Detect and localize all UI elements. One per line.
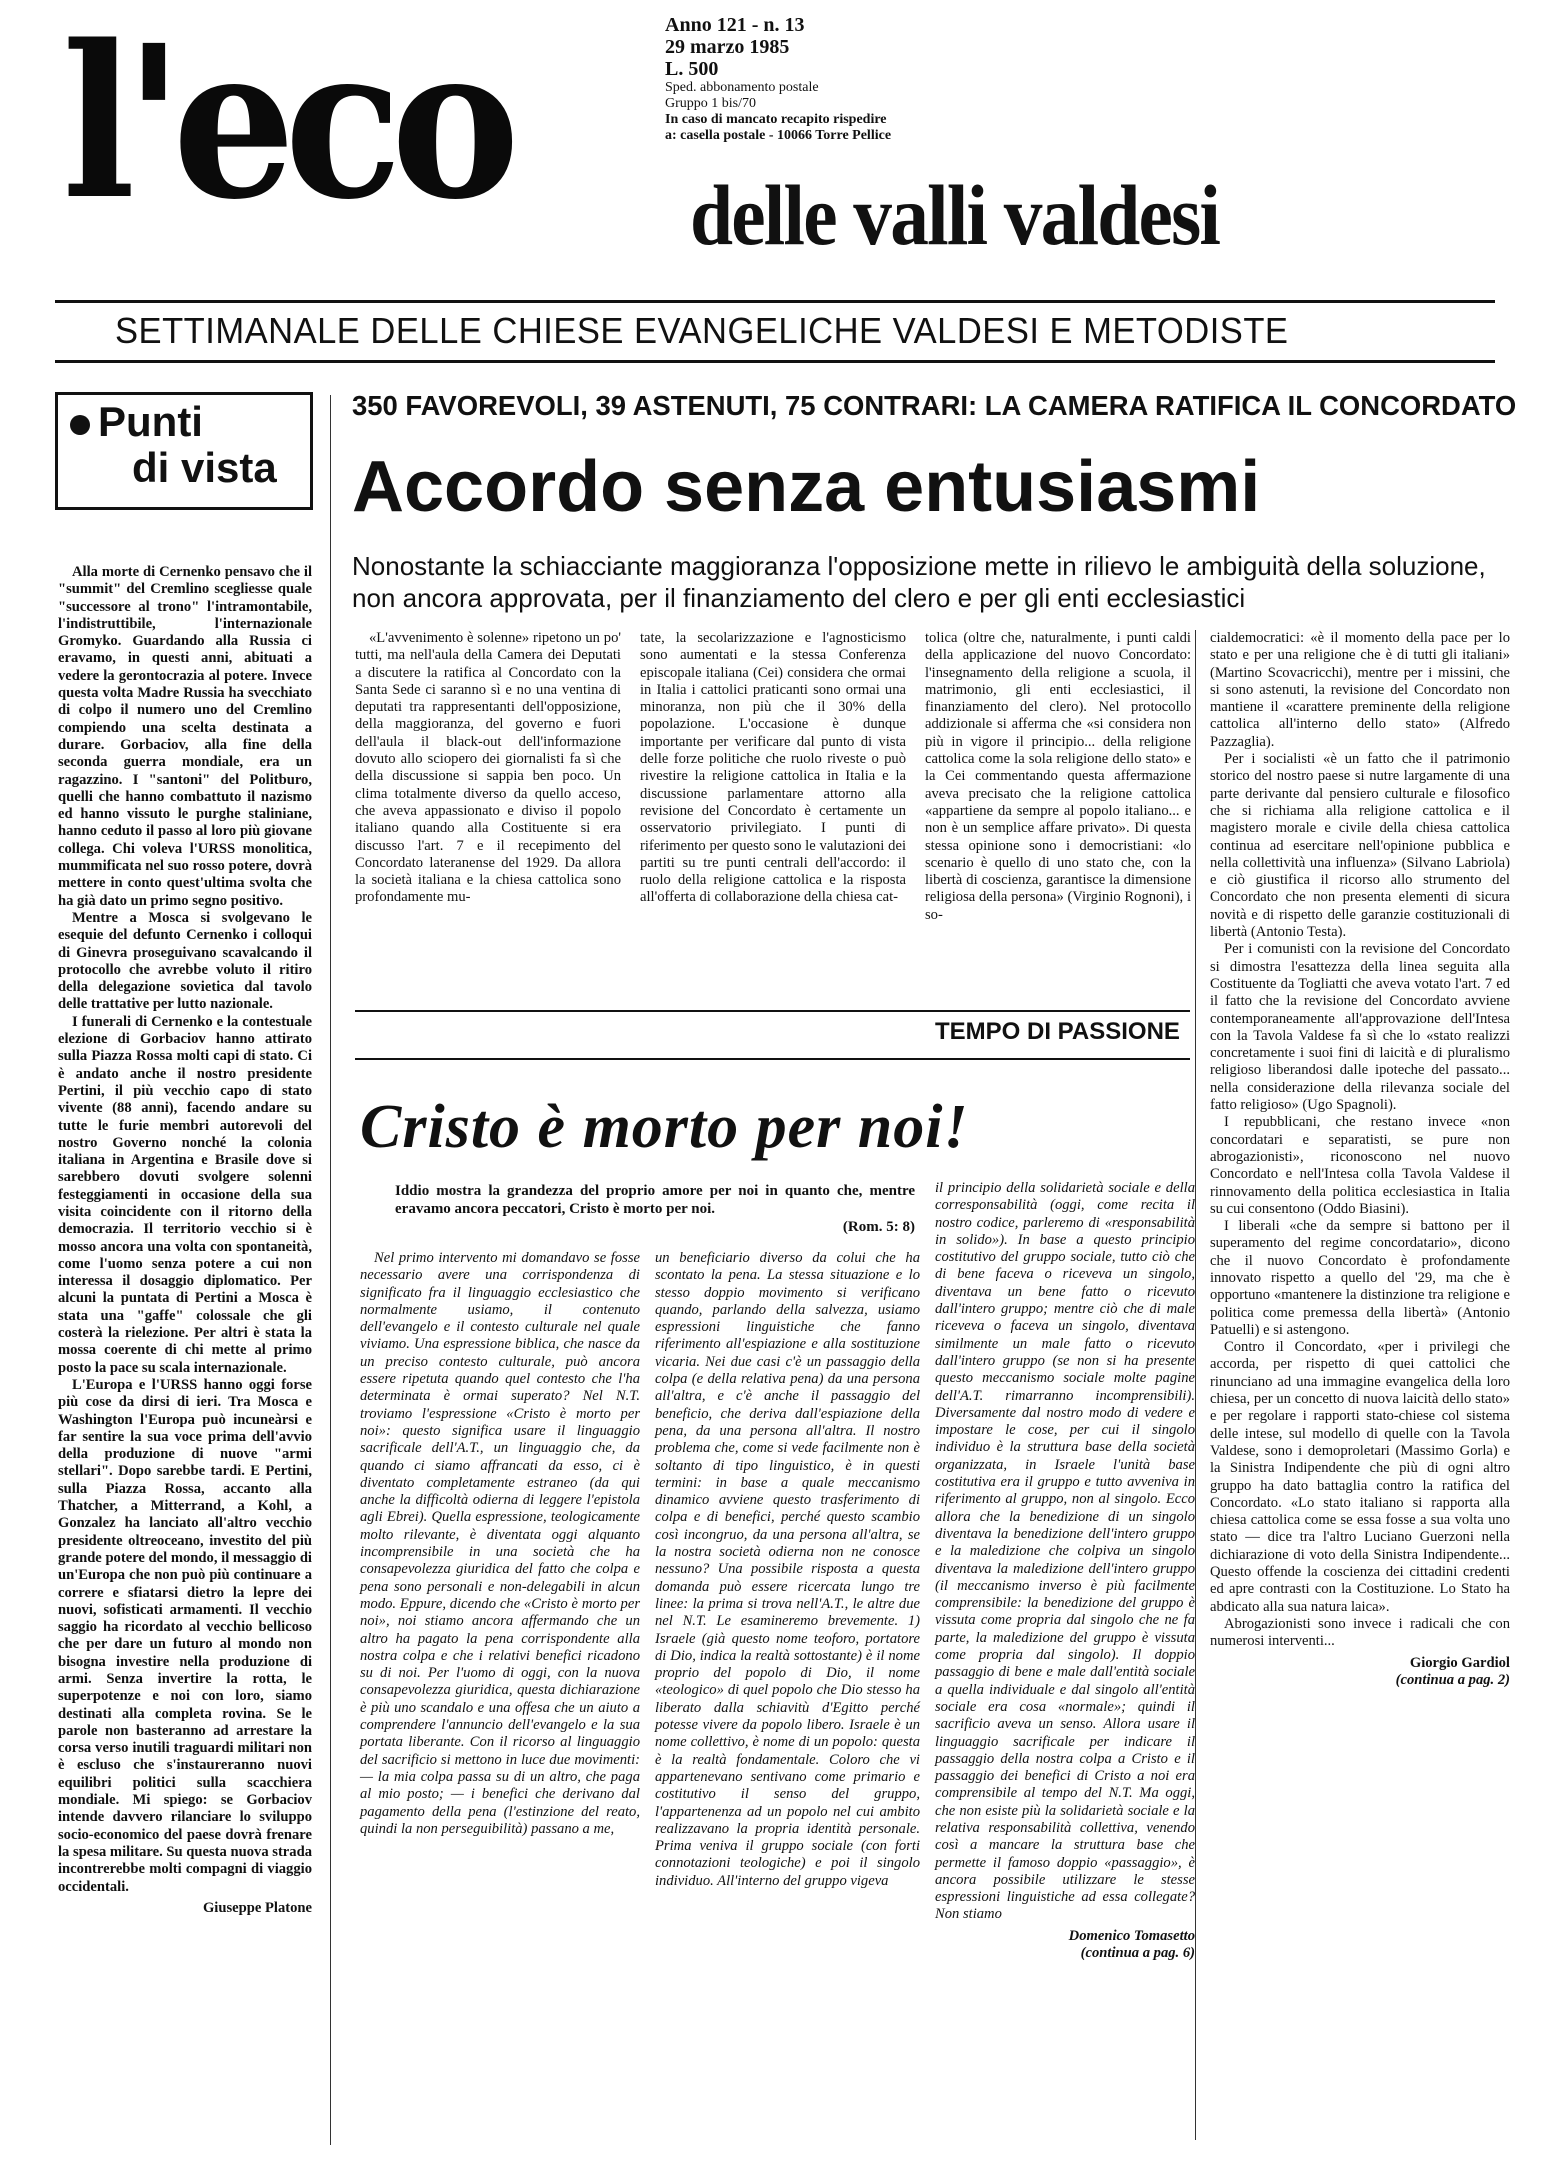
postal-line-3: In caso di mancato recapito rispedire <box>665 112 887 127</box>
column-text: Per i comunisti con la revisione del Concordato si dimostra l'esattezza della linea seguita alla Costituente da Togliatti che aveva votato l'art. 7 ed il fatto che la revisione del Concordato avviene contemporaneamente all'approvazione dell'Intesa con la Tavola Valdese fa sì che lo «stato realizzi concretamente i suoi fini di laicità e di pluralismo religioso liberandosi dalle ipoteche del passato... nella considerazione della rilevanza sociale del fatto religioso» (Ugo Spagnoli). <box>1210 941 1510 1114</box>
editorial-author: Giuseppe Platone <box>202 1899 312 1916</box>
tagline-rule <box>55 360 1495 363</box>
punti-di-vista-box <box>55 392 313 510</box>
editorial-paragraph: Alla morte di Cernenko pensavo che il "summit" del Cremlino scegliesse quale "successore al trono" l'intramontabile, l'indistruttibile, l'internazionale Gromyko. Guardando alla Russia ci eravamo, in questi anni, abituati a vedere la gerontocrazia al potere. Invece questa volta Madre Russia ha svecchiato di colpo il numero uno del Cremlino compiendo una scelta destinata a durare. Gorbaciov, alla fine della seconda guerra mondiale, era un ragazzino. I "santoni" del Politburo, quelli che hanno combattuto il nazismo ed hanno vissuto le purghe staliniane, hanno ceduto il passo al loro più giovane collega. Chi voleva l'URSS monolitica, mummificata nel suo rosso potere, dovrà mettere in conto quest'ultima svolta che ha già dato un primo segno positivo. <box>58 564 312 909</box>
column-text: il principio della solidarietà sociale e della corresponsabilità (oggi, come recita il nostro codice, parleremo di «responsabilità in solido»). In base a questo principio costitutivo del gruppo sociale, tutto ciò che di bene faceva o riceveva un singolo, diventava un bene fatto o ricevuto dall'intero gruppo; mentre ciò che di male riceveva o faceva un singolo, diventava similmente un male fatto o ricevuto dall'intero gruppo (se non si ha presente questo meccanismo sociale molte pagine dell'A.T. rimarranno incomprensibili). Diversamente dal nostro modo di vedere e impostare le cose, per cui il singolo individuo è la struttura base della società organizzata, in Israele l'unità base costitutiva era il gruppo e tutto avveniva in riferimento al gruppo, non al singolo. Ecco allora che la benedizione di un singolo diventava la benedizione dell'intero gruppo e la maledizione che colpiva un singolo diventava la maledizione dell'intero gruppo (il meccanismo inverso è più facilmente comprensibile: la benedizione del gruppo è vissuta come propria dal singolo che ne fa parte, la maledizione del gruppo è vissuta come propria dal singolo). Il doppio passaggio di bene e male dall'entità sociale a quella individuale e dal singolo all'entità sociale era cosa «normale»; quindi il sacrificio aveva un senso. Allora usare il linguaggio sacrificale per indicare il passaggio della nostra colpa a Cristo e il passaggio dei benefici di Cristo a noi era comprensibile al tempo del N.T. Ma oggi, che non esiste più la solidarietà sociale e la relativa responsabilità collettiva, venendo così a mancare la struttura base che permette il famoso doppio «passaggio», è ancora possibile utilizzare le stesse espressioni linguistiche ad essa collegate? Non stiamo <box>935 1180 1195 1923</box>
lead-deck: Nonostante la schiacciante maggioranza l'opposizione mette in rilievo le ambiguità della soluzione, non ancora approvata, per il finanziamento del clero e per gli enti ecclesiastici <box>352 551 1486 613</box>
column-text: tate, la secolarizzazione e l'agnosticismo sono aumentati e la stessa Conferenza episcopale italiana (Cei) considera che ormai in Italia i cattolici praticanti sono ormai una minoranza, non più che il 30% della popolazione. L'occasione è dunque importante per verificare dal punto di vista delle forze politiche che ruolo riveste o può rivestire la religione cattolica in Italia e la discussione parlamentare attorno alla revisione del Concordato è certamente un osservatorio privilegiato. I punti di riferimento per questo sono le valutazioni dei partiti su tre punti centrali dell'accordo: il ruolo della religione cattolica e la risposta all'offerta di collaborazione della chiesa cat- <box>640 630 906 906</box>
lead-headline: Accordo senza entusiasmi <box>352 447 1261 527</box>
section-rule <box>355 1010 1190 1012</box>
lead-kicker: 350 FAVOREVOLI, 39 ASTENUTI, 75 CONTRARI: LA CAMERA RATIFICA IL CONCORDATO <box>352 390 1517 421</box>
article-column-3 <box>935 1180 1195 1962</box>
continuation-note: (continua a pag. 2) <box>1395 1671 1510 1688</box>
article-column-1 <box>360 1250 640 1838</box>
bullet-icon <box>70 415 90 435</box>
editorial-column <box>58 564 312 1917</box>
issue-price: L. 500 <box>665 58 719 80</box>
article-title: Cristo è morto per noi! <box>360 1093 969 1161</box>
section-label: TEMPO DI PASSIONE <box>935 1018 1180 1045</box>
lead-author: Giorgio Gardiol <box>1409 1654 1510 1671</box>
editorial-paragraph: Mentre a Mosca si svolgevano le esequie del defunto Cernenko i colloqui di Ginevra proseguivano scavalcando il protocollo che avrebbe voluto il ritiro della delegazione sovietica dal tavolo delle trattative per lutto nazionale. <box>58 909 312 1013</box>
column-divider <box>330 395 331 2145</box>
lead-column-1 <box>355 630 621 907</box>
postal-line-4: a: casella postale - 10066 Torre Pellice <box>665 128 892 143</box>
column-text: «L'avvenimento è solenne» ripetono un po' tutti, ma nell'aula della Camera dei Deputati a discutere la ratifica al Concordato con la Santa Sede ci saranno sì e no una ventina di deputati tra rappresentanti dell'opposizione, della maggioranza, del governo e fuori dell'aula il black-out dell'informazione dovuto allo sciopero dei giornalisti fa sì che della discussione si sappia ben poco. Un clima totalmente diverso da quello acceso, che aveva appassionato e diviso il popolo italiano quando alla Costituente si era discusso l'art. 7 e il recepimento del Concordato lateranense del 1929. Da allora la società italiana e la chiesa cattolica sono profondamente mu- <box>355 630 621 906</box>
column-text: Per i socialisti «è un fatto che il patrimonio storico del nostro paese si nutre largamente di una parte derivante dal pensiero culturale e filosofico che si richiama alla religione cattolica e il magistero morale e civile della chiesa cattolica continua ad esercitare nell'opinione pubblica e nella collettività una influenza» (Silvano Labriola) e ciò giustifica il ricorso allo strumento del Concordato che non presenta elementi di sicura novità e di rispetto delle garanzie costituzionali di libertà (Antonio Testa). <box>1210 751 1510 941</box>
lead-column-3 <box>925 630 1191 924</box>
continuation-note: (continua a pag. 6) <box>1080 1945 1195 1962</box>
section-rule <box>355 1058 1190 1060</box>
postal-line-2: Gruppo 1 bis/70 <box>665 96 756 111</box>
column-text: tolica (oltre che, naturalmente, i punti caldi della applicazione del nuovo Concordato: l'insegnamento della religione a scuola, il matrimonio, gli enti ecclesiastici, il finanziamento del clero). Nel protocollo addizionale si afferma che «si considera non più in vigore il principio... della religione cattolica come la sola religione dello stato» e la Cei commentando questa affermazione aveva precisato che la religione cattolica «appartiene da sempre al popolo italiano... e non è un semplice affare privato». Di questa stessa opinione sono i democristiani: «lo scenario è quello di uno stato che, con la libertà di coscienza, garantisce la dimensione religiosa della persona» (Virginio Rognoni), i so- <box>925 630 1191 923</box>
article-author: Domenico Tomasetto <box>1068 1927 1195 1944</box>
column-text: Contro il Concordato, «per i privilegi che accorda, per rispetto di quei cattolici che rinunciano ad una immagine evangelica della loro chiesa, per un concetto di nuova laicità dello stato» e per regolare i rapporti stato-chiese col sistema delle intese, sul modello di quelle con la Tavola Valdese, sono i demoproletari (Massimo Gorla) e la Sinistra Indipendente che più di ogni altro gruppo ha dato battaglia contro la ratifica del Concordato. «Lo stato italiano si rapporta alla chiesa cattolica come se essa fosse a sua volta uno stato — dice tra l'altro Luciano Guerzoni nella dichiarazione di voto della Sinistra Indipendente... Questo offende la coscienza dei cittadini credenti ed apre contrasti con la Costituzione. Lo Stato ha abdicato alla sua natura laica». <box>1210 1339 1510 1615</box>
masthead-logo: l'eco <box>62 0 509 246</box>
column-text: un beneficiario diverso da colui che ha scontato la pena. La stessa situazione e lo stesso doppio movimento si verificano quando, parlando della salvezza, usiamo espressioni linguistiche che fanno riferimento all'espiazione e alla sostituzione vicaria. Nei due casi c'è un passaggio della colpa (e della relativa pena) da una persona all'altra, e c'è anche il passaggio del beneficio, che deriva dall'espiazione della pena, da una persona all'altra. Il nostro problema che, come si vede facilmente non è soltanto di tipo linguistico, è in questi termini: in base a quale meccanismo dinamico avviene questo trasferimento di colpa e di benefici, perché questo scambio così incongruo, da una persona all'altra, se la nostra società odierna non ne conosce nessuno? Una possibile risposta a questa domanda può essere ricercata lungo tre linee: la prima si trova nell'A.T., le altre due nel N.T. Le esamineremo brevemente. 1) Israele (già questo nome teoforo, portatore di Dio, indica la realtà sottostante) è il nome proprio del popolo di Dio, il nome «teologico» di quel popolo che Dio stesso ha liberato dalla schiavitù d'Egitto perché potesse vivere da popolo libero. Israele è un nome collettivo, è nome di un popolo: questa è la realtà fondamentale. Coloro che vi appartenevano sentivano come primario e costitutivo il senso del gruppo, l'appartenenza ad un popolo nel cui ambito realizzavano la propria identità personale. Prima veniva il gruppo sociale (con forti connotazioni teologiche) e poi il singolo individuo. All'interno del gruppo vigeva <box>655 1250 920 1889</box>
lead-column-4 <box>1210 630 1510 1689</box>
quote-text: Iddio mostra la grandezza del proprio amore per noi in quanto che, mentre eravamo ancora peccatori, Cristo è morto per noi. <box>395 1183 915 1217</box>
issue-number: Anno 121 - n. 13 <box>665 14 805 36</box>
masthead-tagline: SETTIMANALE DELLE CHIESE EVANGELICHE VALDESI E METODISTE <box>115 310 1289 351</box>
scripture-quote <box>395 1182 915 1236</box>
column-divider <box>1195 630 1196 2140</box>
column-text: I liberali «che da sempre si battono per il superamento del regime concordatario», dicono che il nuovo Concordato è profondamente innovato rispetto a quello del '29, ma che è opportuno «mantenere la distinzione tra religione e politica come premessa della libertà» (Antonio Patuelli) e si astengono. <box>1210 1218 1510 1338</box>
quote-reference: (Rom. 5: 8) <box>842 1219 915 1235</box>
column-text: cialdemocratici: «è il momento della pace per lo stato e per una religione che è di tutti gli italiani» (Martino Scovacricchi), mentre per i missini, che si sono astenuti, la revisione del Concordato non mantiene il «carattere preminente della religione cattolica all'interno dello stato» (Alfredo Pazzaglia). <box>1210 630 1510 750</box>
editorial-paragraph: I funerali di Cernenko e la contestuale elezione di Gorbaciov hanno attirato sulla Piazza Rossa molti capi di stato. Ci è andato anche il nostro presidente Pertini, il più vecchio capo di stato vivente (88 anni), facendo andare su tutte le furie membri autorevoli del nostro Governo nonché la colonia italiana in Argentina e Brasile dove si sarebbero dovuti svolgere solenni festeggiamenti in occasione della sua visita coincidente con il ritorno della democrazia. Il territorio vecchio si è mosso ancora una volta con spontaneità, come l'uomo senza potere a cui non interessa il dosaggio diplomatico. Per alcuni la puntata di Pertini a Mosca è stata una "gaffe" colossale che gli costerà la rielezione. Per altri è stata la mossa coerente di chi mette al primo posto la pace su scala internazionale. <box>58 1013 312 1376</box>
editorial-paragraph: L'Europa e l'URSS hanno oggi forse più cose da dirsi di ieri. Tra Mosca e Washington l'Europa può incuneàrsi e far sentire la sua voce prima dell'avvio della produzione di nuove "armi stellari". Dopo sarebbe tardi. E Pertini, sulla Piazza Rossa, accanto alla Thatcher, a Mitterrand, a Kohl, a Gonzalez ha lanciato all'altro vecchio presidente oltreoceano, investito del più grande potere del mondo, il messaggio di un'Europa che non può più continuare a correre e sfiatarsi dietro la lepre dei nuovi, sofisticati armamenti. Il vecchio saggio ha ricordato al vecchio bellicoso che per dare un futuro al mondo non bisogna investire nella produzione di armi. Senza invertire la rotta, le superpotenze e noi con loro, siamo destinati alla completa rovina. Se le parole non basteranno ad arrestare la corsa verso inutili traguardi militari non è escluso che s'instaureranno nuovi equilibri politici sulla scacchiera mondiale. Mi spiego: se Gorbaciov intende davvero rilanciare lo sviluppo socio-economico del paese dovrà frenare la spesa militare. Su questa nuova strada incontrerebbe molti compagni di viaggio occidentali. <box>58 1376 312 1895</box>
column-text: Abrogazionisti sono invece i radicali che con numerosi interventi... <box>1210 1615 1510 1650</box>
masthead-subtitle: delle valli valdesi <box>690 167 1220 263</box>
article-column-2 <box>655 1250 920 1890</box>
lead-column-2 <box>640 630 906 907</box>
column-text: I repubblicani, che restano invece «non concordatari e separatisti, se pure non abrogazionisti», riconoscono nel nuovo Concordato e nell'Intesa colla Tavola Valdese il rinnovamento della politica ecclesiastica in Italia su cui consentono (Oddo Biasini). <box>1210 1114 1510 1217</box>
punti-label-2: di vista <box>132 444 277 491</box>
column-text: Nel primo intervento mi domandavo se fosse necessario avere una corrispondenza di significato fra il linguaggio ecclesiastico che normalmente usiamo, il contenuto dell'evangelo e il contesto culturale nel quale viviamo. Una espressione biblica, che nasce da un preciso contesto culturale, può ancora essere ripetuta quando quel contesto che l'ha determinata è ormai superato? Nel N.T. troviamo l'espressione «Cristo è morto per noi»: questo significa usare il linguaggio sacrificale dell'A.T., un linguaggio che, da quando ci siamo affrancati da esso, ci è diventato completamente estraneo (da qui anche la difficoltà odierna di leggere l'epistola agli Ebrei). Quella espressione, teologicamente molto rilevante, è diventata oggi alquanto incomprensibile in una società che ha consapevolezza giuridica del fatto che colpa e pena sono personali e non-delegabili in alcun modo. Eppure, dicendo che «Cristo è morto per noi», noi stiamo ancora affermando che un altro ha pagato la pena corrispondente alla nostra colpa e che i relativi benefici ricadono su di noi. Per l'uomo di oggi, con la nuova consapevolezza giuridica, questa dichiarazione è più uno scandalo e una offesa che un aiuto a comprendere l'annuncio dell'evangelo e la sua portata liberante. Con il ricorso al linguaggio del sacrificio si mettono in luce due movimenti: — la mia colpa passa su di un altro, che paga al mio posto; — i benefici che derivano dal pagamento della pena (l'estinzione del reato, quindi la non perseguibilità) passano a me, <box>360 1250 640 1837</box>
top-rule <box>55 300 1495 303</box>
issue-info <box>665 14 891 144</box>
issue-date: 29 marzo 1985 <box>665 36 790 58</box>
punti-label: Punti <box>98 398 203 445</box>
postal-line-1: Sped. abbonamento postale <box>665 80 819 95</box>
